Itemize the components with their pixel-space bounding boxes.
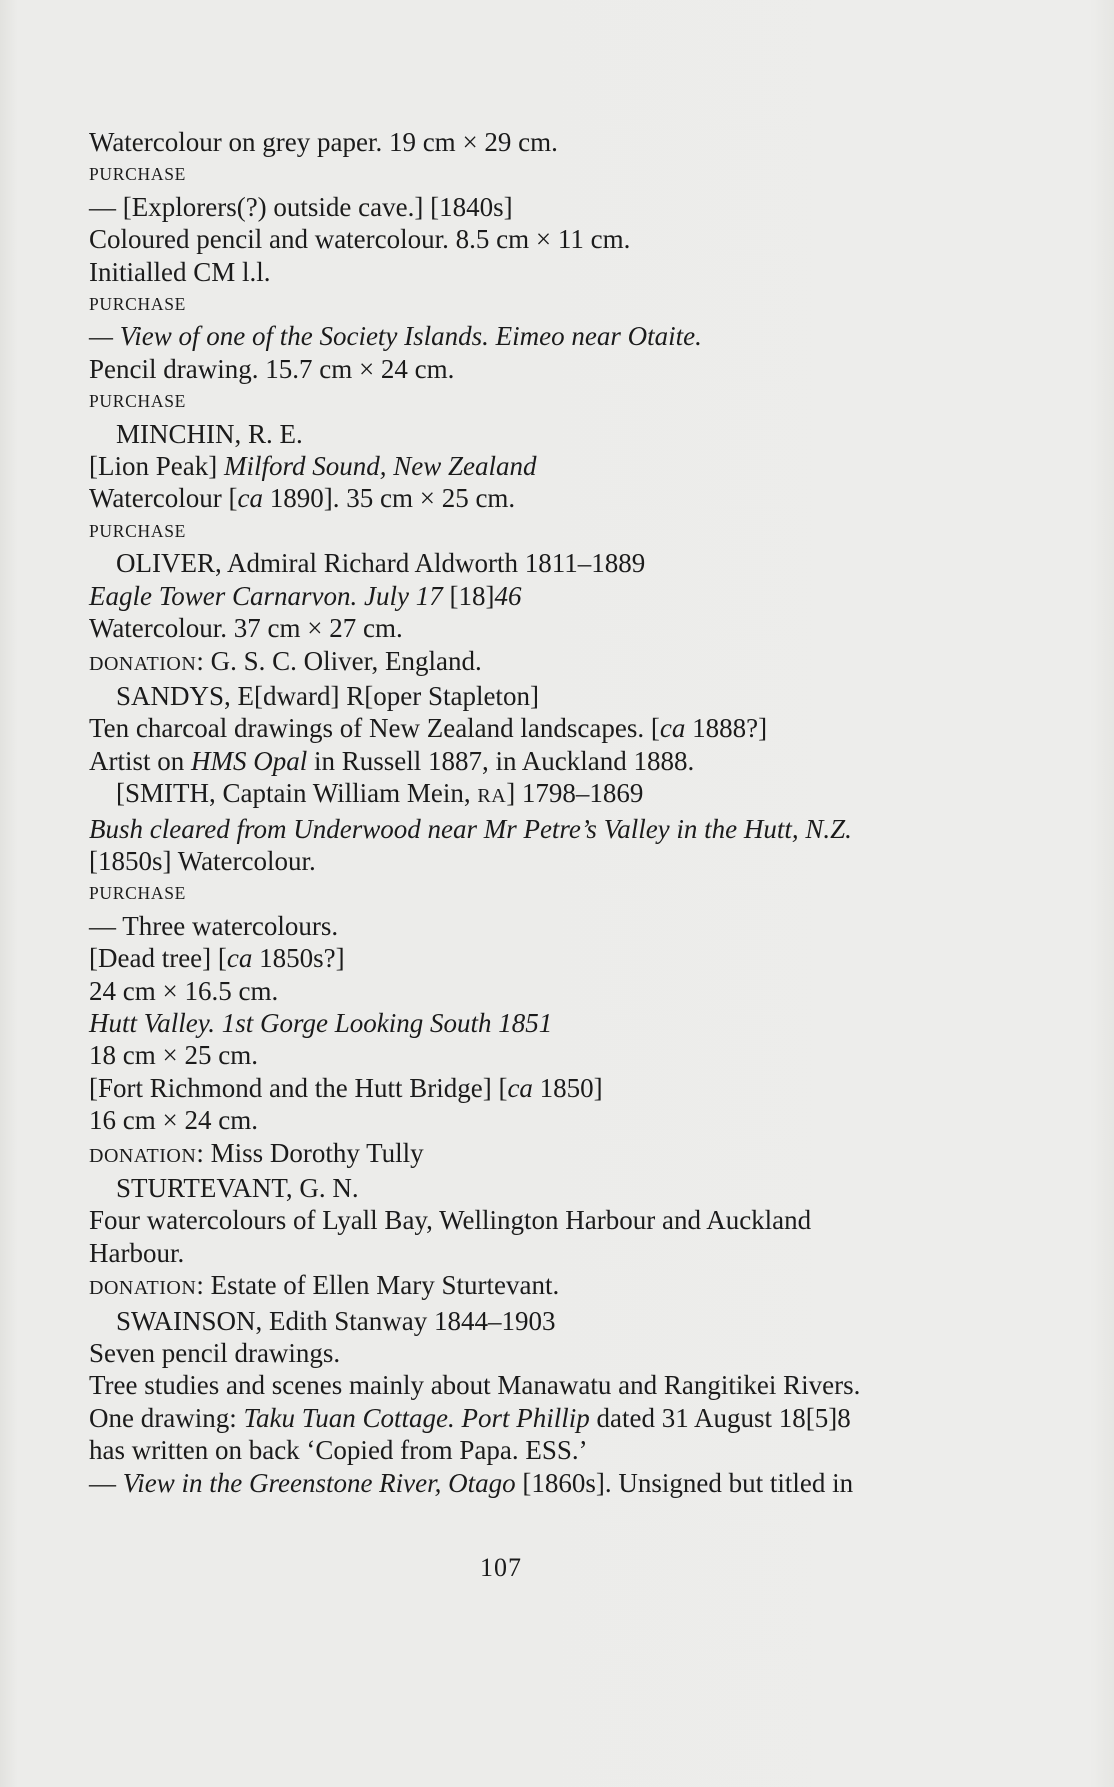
text-run: : Estate of Ellen Mary Sturtevant. [196, 1270, 560, 1301]
acquisition-label: PURCHASE [89, 164, 187, 185]
artwork-title: — View of one of the Society Islands. Eimeo near Otaite. [89, 321, 702, 352]
entry-title [89, 580, 1014, 612]
entry-line: Four watercolours of Lyall Bay, Wellington Harbour and Auckland [89, 1205, 812, 1236]
entry-title [89, 1007, 1014, 1039]
acquisition-label: PURCHASE [89, 391, 187, 412]
donation-label: DONATION [89, 1144, 197, 1167]
entry-line [89, 482, 1014, 514]
text-run: ] 1798–1869 [506, 778, 644, 809]
entry-line: Harbour. [89, 1237, 185, 1268]
entry-line: Watercolour. 37 cm × 27 cm. [89, 613, 403, 644]
entry-line [89, 1467, 1014, 1499]
entry-line: [1850s] Watercolour. [89, 845, 316, 876]
text-run: — [89, 1467, 123, 1498]
entry-line: Tree studies and scenes mainly about Manawatu and Rangitikei Rivers. [89, 1370, 861, 1401]
circa-abbrev: ca [226, 943, 253, 974]
text-run: [18] [449, 580, 495, 611]
acquisition-label: PURCHASE [89, 294, 187, 315]
acquisition-label: PURCHASE [89, 883, 187, 904]
entry-line: Seven pencil drawings. [89, 1338, 341, 1369]
donation-line [89, 645, 1014, 680]
entry-line: 18 cm × 25 cm. [89, 1040, 258, 1071]
donation-line [89, 1269, 1014, 1304]
text-run: Ten charcoal drawings of New Zealand landscapes. [ [89, 713, 660, 744]
text-run: 1850] [532, 1072, 603, 1103]
entry-line: has written on back ‘Copied from Papa. ESS.’ [89, 1435, 588, 1466]
entry-line: Initialled CM l.l. [89, 256, 271, 287]
text-run: [Dead tree] [ [89, 943, 227, 974]
entry-line [89, 745, 1014, 777]
artwork-title: Milford Sound, New Zealand [223, 451, 537, 482]
artist-heading-smith [89, 777, 1014, 812]
artist-heading-swainson: SWAINSON, Edith Stanway 1844–1903 [116, 1305, 556, 1336]
artwork-title: 46 [494, 580, 522, 611]
donation-label: DONATION [89, 1277, 197, 1300]
text-run: One drawing: [89, 1402, 244, 1433]
text-run: [1860s]. Unsigned but titled in [515, 1467, 854, 1498]
text-run: 1850s?] [252, 943, 345, 974]
text-run: : Miss Dorothy Tully [196, 1137, 424, 1168]
acquisition-label: PURCHASE [89, 520, 187, 541]
entry-line: 24 cm × 16.5 cm. [89, 975, 279, 1006]
artist-heading-sturtevant: STURTEVANT, G. N. [116, 1173, 359, 1203]
entry-line [89, 1402, 1014, 1434]
text-run: 1888?] [685, 713, 768, 744]
circa-abbrev: ca [659, 713, 686, 744]
text-run: 1890]. 35 cm × 25 cm. [262, 483, 516, 514]
donation-label: DONATION [89, 652, 197, 675]
page-number: 107 [480, 1553, 522, 1582]
entry-line [89, 942, 1014, 974]
text-run: [SMITH, Captain William Mein, [116, 778, 478, 809]
entry-line: Coloured pencil and watercolour. 8.5 cm × 11 cm. [89, 224, 631, 255]
rank-abbrev: RA [477, 785, 507, 808]
entry-line [89, 1072, 1014, 1104]
ship-name: HMS Opal [191, 745, 308, 776]
circa-abbrev: ca [237, 483, 263, 514]
artist-heading-sandys: SANDYS, E[dward] R[oper Stapleton] [116, 680, 539, 711]
artwork-title: Taku Tuan Cottage. Port Phillip [243, 1402, 590, 1433]
text-run: dated 31 August 18[5]8 [589, 1402, 851, 1433]
catalogue-entries [89, 126, 1014, 1499]
artwork-title: View in the Greenstone River, Otago [122, 1467, 516, 1498]
text-run: [Fort Richmond and the Hutt Bridge] [ [89, 1072, 508, 1103]
artwork-title: Eagle Tower Carnarvon. July 17 [89, 580, 450, 611]
circa-abbrev: ca [507, 1072, 533, 1103]
entry-title [89, 320, 1014, 352]
artwork-title: Bush cleared from Underwood near Mr Petre’s Valley in the Hutt, N.Z. [89, 813, 852, 844]
entry-line: Watercolour on grey paper. 19 cm × 29 cm. [89, 127, 558, 157]
text-run: Artist on [89, 745, 192, 776]
artwork-title: Hutt Valley. 1st Gorge Looking South 1851 [89, 1007, 553, 1038]
entry-line: — Three watercolours. [89, 910, 339, 941]
text-run: Watercolour [ [89, 483, 238, 514]
text-run: in Russell 1887, in Auckland 1888. [307, 745, 695, 776]
entry-line [89, 450, 1014, 482]
entry-line [89, 712, 1014, 744]
entry-line: 16 cm × 24 cm. [89, 1105, 258, 1136]
entry-title [89, 813, 1014, 845]
artist-heading-oliver: OLIVER, Admiral Richard Aldworth 1811–1889 [116, 548, 646, 579]
donation-line [89, 1137, 1014, 1172]
artist-heading-minchin: MINCHIN, R. E. [116, 418, 303, 449]
text-run: [Lion Peak] [89, 451, 224, 482]
entry-line: — [Explorers(?) outside cave.] [1840s] [89, 191, 513, 222]
entry-line: Pencil drawing. 15.7 cm × 24 cm. [89, 353, 455, 384]
text-run: : G. S. C. Oliver, England. [196, 645, 482, 676]
